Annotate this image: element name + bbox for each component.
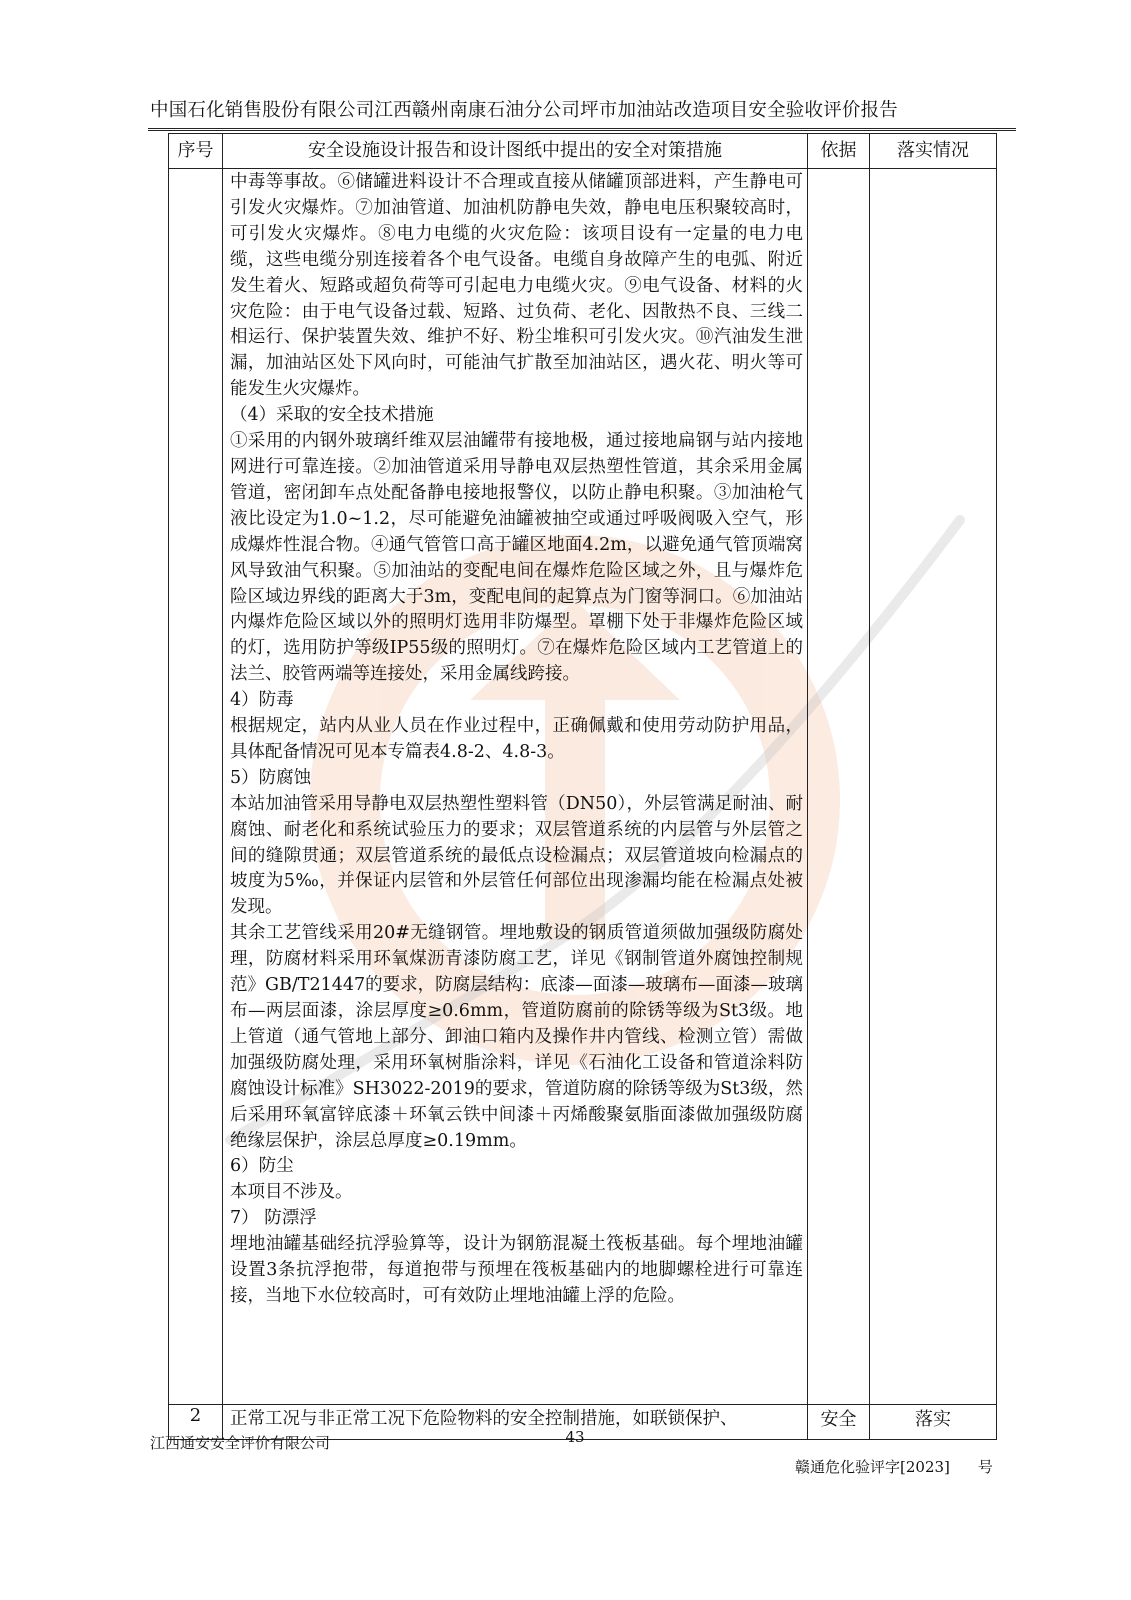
paragraph: 其余工艺管线采用20#无缝钢管。埋地敷设的钢质管道须做加强级防腐处理，防腐材料采用环氧煤沥青漆防腐工艺，详见《钢制管道外腐蚀控制规范》GB/T21447的要求，防腐层结构：底漆—面漆—玻璃布—面漆—玻璃布—两层面漆，涂层厚度≥0.6mm，管道防腐前的除锈等级为St3级。地上管道（通气管地上部分、卸油口箱内及操作井内管线、检测立管）需做加强级防腐处理，采用环氧树脂涂料，详见《石油化工设备和管道涂料防腐蚀设计标准》SH3022-2019的要求，管道防腐的除锈等级为St3级，然后采用环氧富锌底漆＋环氧云铁中间漆＋丙烯酸聚氨脂面漆做加强级防腐绝缘层保护，涂层总厚度≥0.19mm。 (230, 923, 803, 1151)
header-serial-number: 序号 (169, 134, 223, 169)
header-basis: 依据 (808, 134, 870, 169)
paragraph: 埋地油罐基础经抗浮验算等，设计为钢筋混凝土筏板基础。每个埋地油罐设置3条抗浮抱带，每道抱带与预埋在筏板基础内的地脚螺栓进行可靠连接，当地下水位较高时，可有效防止埋地油罐上浮的危险。 (230, 1234, 803, 1306)
paragraph: 6）防尘 (230, 1156, 294, 1177)
row2-basis-cell: 安全 (808, 1405, 870, 1440)
row2-status-cell: 落实 (870, 1405, 997, 1440)
row1-serial-cell (169, 169, 223, 1405)
paragraph: 中毒等事故。⑥储罐进料设计不合理或直接从储罐顶部进料，产生静电可引发火灾爆炸。⑦加油管道、加油机防静电失效，静电电压积聚较高时，可引发火灾爆炸。⑧电力电缆的火灾危险：该项目设有一定量的电力电缆，这些电缆分别连接着各个电气设备。电缆自身故障产生的电弧、附近发生着火、短路或超负荷等可引起电力电缆火灾。⑨电气设备、材料的火灾危险：由于电气设备过载、短路、过负荷、老化、因散热不良、三线二相运行、保护装置失效、维护不好、粉尘堆积可引发火灾。⑩汽油发生泄漏，加油站区处下风向时，可能油气扩散至加油站区，遇火花、明火等可能发生火灾爆炸。 (230, 172, 803, 400)
paragraph: 7） 防漂浮 (230, 1208, 317, 1229)
page-number: 43 (565, 1428, 585, 1446)
table-header-row (169, 134, 997, 169)
row1-status-cell (870, 169, 997, 1405)
header-rule-secondary (148, 130, 1016, 131)
paragraph: 本站加油管采用导静电双层热塑性塑料管（DN50），外层管满足耐油、耐腐蚀、耐老化和系统试验压力的要求；双层管道系统的内层管与外层管之间的缝隙贯通；双层管道系统的最低点设检漏点；双层管道坡向检漏点的坡度为5‰，并保证内层管和外层管任何部位出现渗漏均能在检漏点处被发现。 (230, 793, 803, 918)
row2-measure-cell: 正常工况与非正常工况下危险物料的安全控制措施，如联锁保护、 (223, 1405, 808, 1440)
paragraph: 根据规定，站内从业人员在作业过程中，正确佩戴和使用劳动防护用品，具体配备情况可见本专篇表4.8-2、4.8-3。 (230, 716, 803, 762)
header-rule (148, 128, 1016, 129)
safety-measures-table (168, 133, 997, 1440)
paragraph: （4）采取的安全技术措施 (230, 405, 434, 426)
header-implementation-status: 落实情况 (870, 134, 997, 169)
page-header-title: 中国石化销售股份有限公司江西赣州南康石油分公司坪市加油站改造项目安全验收评价报告 (150, 100, 899, 121)
header-safety-measures: 安全设施设计报告和设计图纸中提出的安全对策措施 (223, 134, 808, 169)
document-code-suffix: 号 (977, 1458, 993, 1476)
paragraph: 本项目不涉及。 (230, 1182, 353, 1203)
row2-serial-cell: 2 (169, 1405, 223, 1440)
row1-basis-cell (808, 169, 870, 1405)
paragraph: ①采用的内钢外玻璃纤维双层油罐带有接地极，通过接地扁钢与站内接地网进行可靠连接。②加油管道采用导静电双层热塑性管道，其余采用金属管道，密闭卸车点处配备静电接地报警仪，以防止静电积聚。③加油枪气液比设定为1.0~1.2，尽可能避免油罐被抽空或通过呼吸阀吸入空气，形成爆炸性混合物。④通气管管口高于罐区地面4.2m，以避免通气管顶端窝风导致油气积聚。⑤加油站的变配电间在爆炸危险区域之外，且与爆炸危险区域边界线的距离大于3m，变配电间的起算点为门窗等洞口。⑥加油站内爆炸危险区域以外的照明灯选用非防爆型。罩棚下处于非爆炸危险区域的灯，选用防护等级IP55级的照明灯。⑦在爆炸危险区域内工艺管道上的法兰、胶管两端等连接处，采用金属线跨接。 (230, 431, 803, 685)
footer-document-code (795, 1456, 993, 1477)
footer-company: 江西通安安全评价有限公司 (150, 1434, 331, 1452)
row1-measure-cell (223, 169, 808, 1405)
paragraph: 5）防腐蚀 (230, 767, 312, 788)
paragraph: 4）防毒 (230, 690, 294, 711)
table-row (169, 169, 997, 1405)
document-code: 赣通危化验评字[2023] (795, 1458, 950, 1476)
